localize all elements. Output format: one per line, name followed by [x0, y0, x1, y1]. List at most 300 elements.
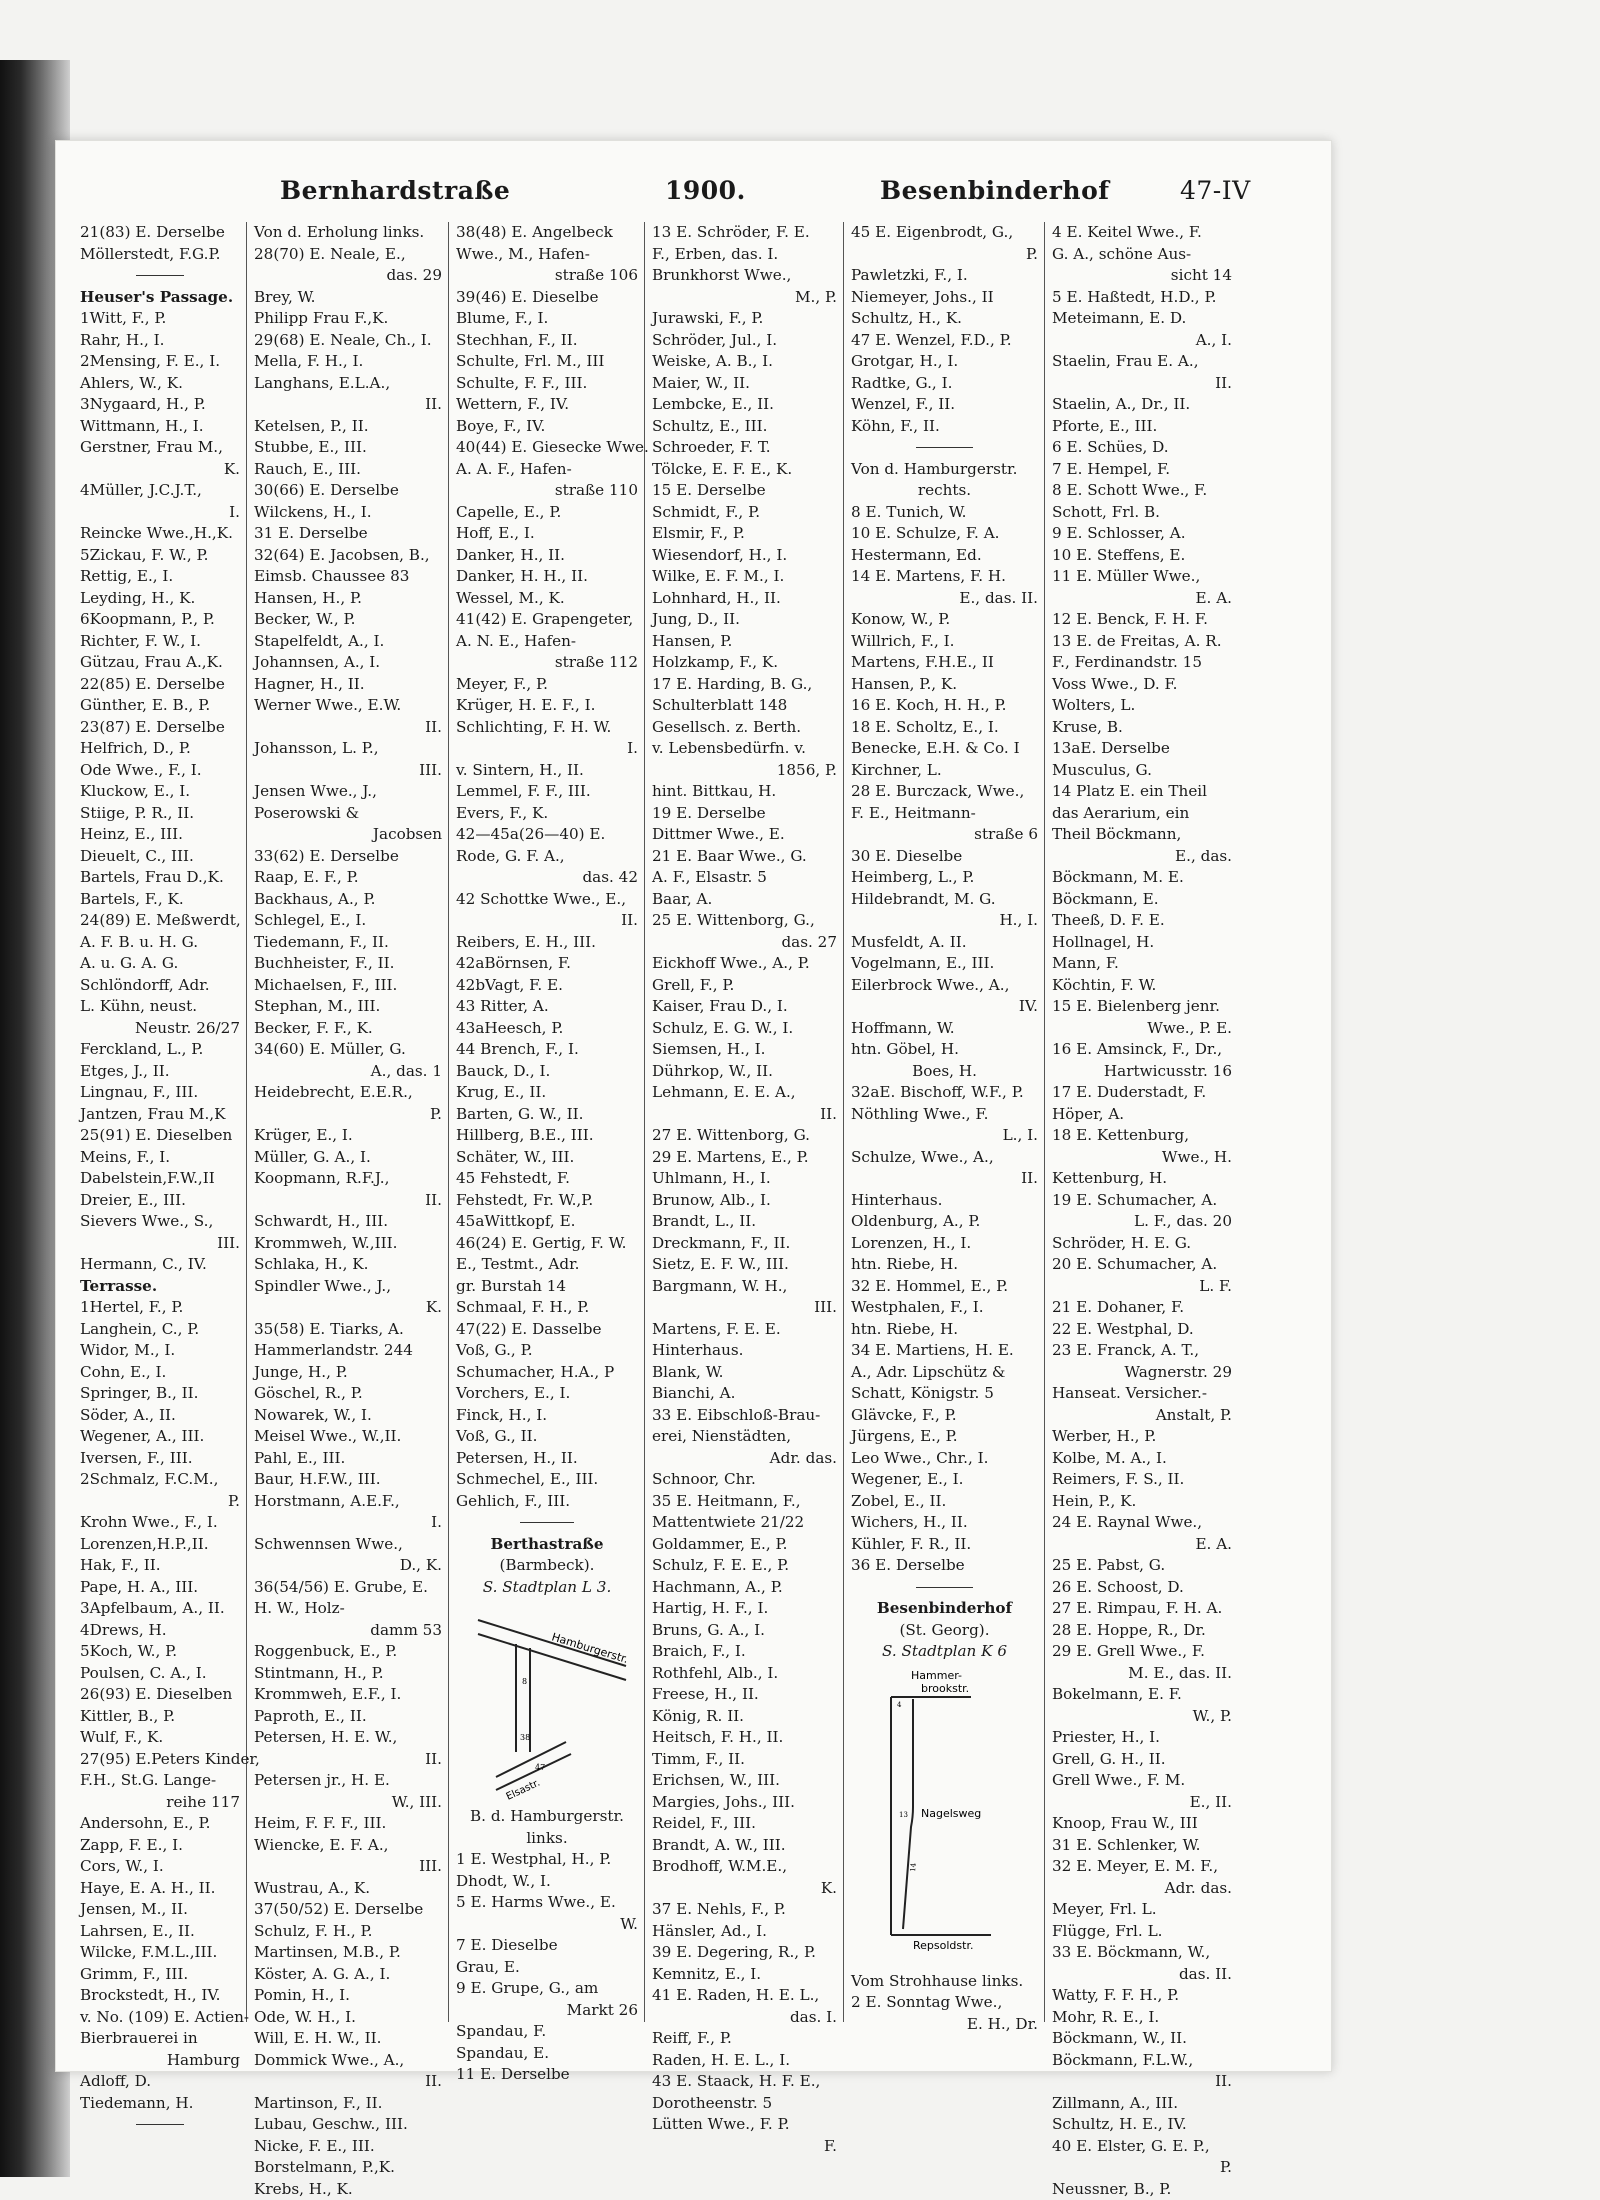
map-number-13: 13	[899, 1811, 908, 1819]
directory-entry: 42aBörnsen, F.	[456, 953, 638, 975]
directory-entry: Bierbrauerei in	[80, 2028, 240, 2050]
directory-entry: Böckmann, M. E.	[1052, 867, 1232, 889]
directory-entry: Söder, A., II.	[80, 1405, 240, 1427]
directory-entry: Wessel, M., K.	[456, 588, 638, 610]
directory-entry: Grell, G. H., II.	[1052, 1749, 1232, 1771]
directory-entry: Schäter, W., III.	[456, 1147, 638, 1169]
directory-entry: II.	[1052, 2071, 1232, 2093]
directory-entry: Meins, F., I.	[80, 1147, 240, 1169]
directory-entry: Haye, E. A. H., II.	[80, 1878, 240, 1900]
directory-entry: Brodhoff, W.M.E.,	[652, 1856, 837, 1878]
directory-entry: Mohr, R. E., I.	[1052, 2007, 1232, 2029]
directory-entry: Meyer, Frl. L.	[1052, 1899, 1232, 1921]
directory-entry: Danker, H. H., II.	[456, 566, 638, 588]
map-number-47: 47	[535, 1763, 545, 1772]
directory-entry: Bokelmann, E. F.	[1052, 1684, 1232, 1706]
directory-entry: Priester, H., I.	[1052, 1727, 1232, 1749]
directory-entry: E. A.	[1052, 588, 1232, 610]
directory-entry: Langhein, C., P.	[80, 1319, 240, 1341]
directory-entry: Adloff, D.	[80, 2071, 240, 2093]
directory-entry: Wilke, E. F. M., I.	[652, 566, 837, 588]
directory-entry: P.	[1052, 2157, 1232, 2179]
directory-entry: Voss Wwe., D. F.	[1052, 674, 1232, 696]
map-label-hamburgerstr: Hamburgerstr.	[550, 1630, 630, 1666]
directory-entry: Zillmann, A., III.	[1052, 2093, 1232, 2115]
directory-entry: Zobel, E., II.	[851, 1491, 1038, 1513]
directory-entry: Schumacher, H.A., P	[456, 1362, 638, 1384]
directory-entry: Musfeldt, A. II.	[851, 932, 1038, 954]
directory-entry: Brunkhorst Wwe.,	[652, 265, 837, 287]
directory-entry: 17 E. Harding, B. G.,	[652, 674, 837, 696]
directory-entry: Reiff, F., P.	[652, 2028, 837, 2050]
directory-entry: K.	[652, 1878, 837, 1900]
directory-entry: Evers, F., K.	[456, 803, 638, 825]
directory-entry: Mella, F. H., I.	[254, 351, 442, 373]
directory-entry: 6 E. Schües, D.	[1052, 437, 1232, 459]
directory-entry: Weiske, A. B., I.	[652, 351, 837, 373]
directory-entry: 4Drews, H.	[80, 1620, 240, 1642]
directory-entry: Günther, E. B., P.	[80, 695, 240, 717]
directory-entry: Brandt, A. W., III.	[652, 1835, 837, 1857]
directory-entry: 15 E. Bielenberg jenr.	[1052, 996, 1232, 1018]
directory-entry: Wagnerstr. 29	[1052, 1362, 1232, 1384]
directory-entry: 41 E. Raden, H. E. L.,	[652, 1985, 837, 2007]
directory-entry: Adr. das.	[652, 1448, 837, 1470]
directory-entry: III.	[652, 1297, 837, 1319]
directory-entry: Jacobsen	[254, 824, 442, 846]
directory-entry: v. Sintern, H., II.	[456, 760, 638, 782]
directory-entry: straße 6	[851, 824, 1038, 846]
directory-entry: Spandau, E.	[456, 2043, 638, 2065]
directory-entry: Langhans, E.L.A.,	[254, 373, 442, 395]
directory-entry: Brunow, Alb., I.	[652, 1190, 837, 1212]
directory-entry: D., K.	[254, 1555, 442, 1577]
section-rule	[851, 1577, 1038, 1599]
directory-entry: 32 E. Hommel, E., P.	[851, 1276, 1038, 1298]
directory-entry: II.	[851, 1168, 1038, 1190]
directory-entry: Tiedemann, H.	[80, 2093, 240, 2115]
directory-entry: Eickhoff Wwe., A., P.	[652, 953, 837, 975]
directory-columns	[80, 222, 1285, 2022]
directory-entry: 36(54/56) E. Grube, E.	[254, 1577, 442, 1599]
directory-entry: E., das. II.	[851, 588, 1038, 610]
directory-entry: 29 E. Grell Wwe., F.	[1052, 1641, 1232, 1663]
directory-entry: Schmidt, F., P.	[652, 502, 837, 524]
directory-entry: P.	[80, 1491, 240, 1513]
directory-entry: Gützau, Frau A.,K.	[80, 652, 240, 674]
directory-entry: Cors, W., I.	[80, 1856, 240, 1878]
directory-entry: Hansen, P.	[652, 631, 837, 653]
directory-entry: Schwennsen Wwe.,	[254, 1534, 442, 1556]
directory-entry: Schott, Frl. B.	[1052, 502, 1232, 524]
directory-entry: II.	[254, 394, 442, 416]
directory-entry: Will, E. H. W., II.	[254, 2028, 442, 2050]
directory-entry: Petersen, H. E. W.,	[254, 1727, 442, 1749]
directory-entry: 47 E. Wenzel, F.D., P.	[851, 330, 1038, 352]
directory-entry: Dittmer Wwe., E.	[652, 824, 837, 846]
directory-entry: Dommick Wwe., A.,	[254, 2050, 442, 2072]
directory-entry: Wulf, F., K.	[80, 1727, 240, 1749]
directory-entry: 11 E. Müller Wwe.,	[1052, 566, 1232, 588]
directory-entry: Stechhan, F., II.	[456, 330, 638, 352]
directory-entry: Lubau, Geschw., III.	[254, 2114, 442, 2136]
directory-entry: Wiesendorf, H., I.	[652, 545, 837, 567]
directory-entry: 31 E. Derselbe	[254, 523, 442, 545]
directory-entry: Hoffmann, W.	[851, 1018, 1038, 1040]
directory-entry: 9 E. Grupe, G., am	[456, 1978, 638, 2000]
directory-entry: Ode Wwe., F., I.	[80, 760, 240, 782]
directory-entry: Lütten Wwe., F. P.	[652, 2114, 837, 2136]
street-heading: Heuser's Passage.	[80, 287, 240, 309]
directory-entry: A. u. G. A. G.	[80, 953, 240, 975]
directory-entry: Rothfehl, Alb., I.	[652, 1663, 837, 1685]
directory-entry: Blume, F., I.	[456, 308, 638, 330]
directory-entry: 34 E. Martiens, H. E.	[851, 1340, 1038, 1362]
directory-entry: 2Mensing, F. E., I.	[80, 351, 240, 373]
directory-entry: 34(60) E. Müller, G.	[254, 1039, 442, 1061]
directory-entry: Köhn, F., II.	[851, 416, 1038, 438]
directory-entry: 37(50/52) E. Derselbe	[254, 1899, 442, 1921]
directory-entry: Pawletzki, F., I.	[851, 265, 1038, 287]
directory-entry: A. F. B. u. H. G.	[80, 932, 240, 954]
directory-entry: Rauch, E., III.	[254, 459, 442, 481]
directory-entry: Braich, F., I.	[652, 1641, 837, 1663]
directory-entry: rechts.	[851, 480, 1038, 502]
directory-entry: Stephan, M., III.	[254, 996, 442, 1018]
directory-entry: Schulz, F. E. E., P.	[652, 1555, 837, 1577]
directory-entry: 1856, P.	[652, 760, 837, 782]
directory-entry: Schroeder, F. T.	[652, 437, 837, 459]
directory-entry: Reidel, F., III.	[652, 1813, 837, 1835]
directory-entry: P.	[254, 1104, 442, 1126]
directory-entry: Schlichting, F. H. W.	[456, 717, 638, 739]
directory-entry: Cohn, E., I.	[80, 1362, 240, 1384]
directory-entry: Vorchers, E., I.	[456, 1383, 638, 1405]
directory-entry: Gehlich, F., III.	[456, 1491, 638, 1513]
directory-entry: 4Müller, J.C.J.T.,	[80, 480, 240, 502]
directory-entry: Dieuelt, C., III.	[80, 846, 240, 868]
directory-entry: 9 E. Schlosser, A.	[1052, 523, 1232, 545]
directory-entry: Schatt, Königstr. 5	[851, 1383, 1038, 1405]
directory-entry: Raden, H. E. L., I.	[652, 2050, 837, 2072]
directory-entry: III.	[80, 1233, 240, 1255]
directory-entry: Baur, H.F.W., III.	[254, 1469, 442, 1491]
directory-entry: Krüger, E., I.	[254, 1125, 442, 1147]
directory-entry: Becker, W., P.	[254, 609, 442, 631]
directory-entry: S. Stadtplan K 6	[851, 1641, 1038, 1663]
directory-entry: Markt 26	[456, 2000, 638, 2022]
directory-entry: 32aE. Bischoff, W.F., P.	[851, 1082, 1038, 1104]
directory-entry: König, R. II.	[652, 1706, 837, 1728]
directory-entry: E., Testmt., Adr.	[456, 1254, 638, 1276]
directory-entry: 39(46) E. Dieselbe	[456, 287, 638, 309]
directory-entry: Wichers, H., II.	[851, 1512, 1038, 1534]
directory-entry: Poserowski &	[254, 803, 442, 825]
directory-entry: Ahlers, W., K.	[80, 373, 240, 395]
besenbinderhof-map	[851, 1667, 1041, 1967]
directory-entry: Rode, G. F. A.,	[456, 846, 638, 868]
map-number-38: 38	[520, 1733, 530, 1742]
directory-entry: Hartig, H. F., I.	[652, 1598, 837, 1620]
header-year: 1900.	[665, 176, 746, 205]
directory-entry: 45 Fehstedt, F.	[456, 1168, 638, 1190]
directory-entry: Ferckland, L., P.	[80, 1039, 240, 1061]
directory-entry: Meteimann, E. D.	[1052, 308, 1232, 330]
directory-entry: Dreier, E., III.	[80, 1190, 240, 1212]
directory-entry: 13 E. Schröder, F. E.	[652, 222, 837, 244]
directory-entry: Wilckens, H., I.	[254, 502, 442, 524]
directory-entry: I.	[80, 502, 240, 524]
directory-entry: 29 E. Martens, E., P.	[652, 1147, 837, 1169]
directory-entry: Schultz, H. E., IV.	[1052, 2114, 1232, 2136]
directory-entry: 22(85) E. Derselbe	[80, 674, 240, 696]
directory-entry: Willrich, F., I.	[851, 631, 1038, 653]
directory-entry: Hollnagel, H.	[1052, 932, 1232, 954]
directory-entry: II.	[254, 2071, 442, 2093]
header-street-left: Bernhardstraße	[280, 176, 510, 205]
directory-entry: 18 E. Scholtz, E., I.	[851, 717, 1038, 739]
directory-entry: 33(62) E. Derselbe	[254, 846, 442, 868]
directory-entry: Schulz, F. H., P.	[254, 1921, 442, 1943]
directory-entry: 1Hertel, F., P.	[80, 1297, 240, 1319]
directory-entry: 16 E. Amsinck, F., Dr.,	[1052, 1039, 1232, 1061]
directory-entry: Fehstedt, Fr. W.,P.	[456, 1190, 638, 1212]
directory-entry: B. d. Hamburgerstr.	[456, 1806, 638, 1828]
directory-entry: Zapp, F. E., I.	[80, 1835, 240, 1857]
directory-entry: Pforte, E., III.	[1052, 416, 1232, 438]
directory-entry: 8 E. Tunich, W.	[851, 502, 1038, 524]
directory-entry: 25 E. Pabst, G.	[1052, 1555, 1232, 1577]
directory-entry: Danker, H., II.	[456, 545, 638, 567]
directory-entry: Bargmann, W. H.,	[652, 1276, 837, 1298]
directory-entry: Voß, G., II.	[456, 1426, 638, 1448]
directory-entry: Baar, A.	[652, 889, 837, 911]
directory-entry: F., Ferdinandstr. 15	[1052, 652, 1232, 674]
directory-entry: Reibers, E. H., III.	[456, 932, 638, 954]
directory-entry: Heitsch, F. H., II.	[652, 1727, 837, 1749]
directory-entry: Grell, F., P.	[652, 975, 837, 997]
directory-entry: Schulterblatt 148	[652, 695, 837, 717]
directory-entry: Lohnhard, H., II.	[652, 588, 837, 610]
directory-entry: Krüger, H. E. F., I.	[456, 695, 638, 717]
directory-entry: 33 E. Eibschloß-Brau-	[652, 1405, 837, 1427]
directory-entry: Adr. das.	[1052, 1878, 1232, 1900]
directory-entry: M. E., das. II.	[1052, 1663, 1232, 1685]
directory-entry: Petersen, H., II.	[456, 1448, 638, 1470]
directory-entry: htn. Riebe, H.	[851, 1319, 1038, 1341]
directory-entry: Wegener, A., III.	[80, 1426, 240, 1448]
directory-entry: Krug, E., II.	[456, 1082, 638, 1104]
directory-entry: 20 E. Schumacher, A.	[1052, 1254, 1232, 1276]
directory-entry: A., das. 1	[254, 1061, 442, 1083]
directory-entry: links.	[456, 1828, 638, 1850]
directory-entry: Watty, F. F. H., P.	[1052, 1985, 1232, 2007]
directory-entry: III.	[254, 760, 442, 782]
directory-entry: II.	[254, 1749, 442, 1771]
directory-entry: 45aWittkopf, E.	[456, 1211, 638, 1233]
directory-entry: 19 E. Schumacher, A.	[1052, 1190, 1232, 1212]
directory-column-2	[254, 222, 449, 2022]
directory-entry: S. Stadtplan L 3.	[456, 1577, 638, 1599]
directory-entry: Johansson, L. P.,	[254, 738, 442, 760]
directory-entry: 28 E. Burczack, Wwe.,	[851, 781, 1038, 803]
directory-entry: Eimsb. Chaussee 83	[254, 566, 442, 588]
directory-entry: 35 E. Heitmann, F.,	[652, 1491, 837, 1513]
directory-entry: 3Nygaard, H., P.	[80, 394, 240, 416]
directory-entry: Benecke, E.H. & Co. I	[851, 738, 1038, 760]
directory-entry: Roggenbuck, E., P.	[254, 1641, 442, 1663]
directory-entry: I.	[254, 1512, 442, 1534]
directory-entry: Schmechel, E., III.	[456, 1469, 638, 1491]
directory-entry: W.	[456, 1914, 638, 1936]
directory-entry: Brandt, L., II.	[652, 1211, 837, 1233]
directory-entry: E. A.	[1052, 1534, 1232, 1556]
directory-entry: 1 E. Westphal, H., P.	[456, 1849, 638, 1871]
directory-entry: H., I.	[851, 910, 1038, 932]
directory-entry: Wwe., P. E.	[1052, 1018, 1232, 1040]
directory-entry: Sietz, E. F. W., III.	[652, 1254, 837, 1276]
directory-entry: 16 E. Koch, H. H., P.	[851, 695, 1038, 717]
directory-entry: E. H., Dr.	[851, 2014, 1038, 2036]
directory-entry: Leo Wwe., Chr., I.	[851, 1448, 1038, 1470]
directory-entry: 40 E. Elster, G. E. P.,	[1052, 2136, 1232, 2158]
directory-entry: Schlaka, H., K.	[254, 1254, 442, 1276]
directory-entry: A., Adr. Lipschütz &	[851, 1362, 1038, 1384]
directory-entry: 2 E. Sonntag Wwe.,	[851, 1992, 1038, 2014]
directory-column-3	[456, 222, 645, 2022]
directory-entry: Schulz, E. G. W., I.	[652, 1018, 837, 1040]
directory-entry: Grotgar, H., I.	[851, 351, 1038, 373]
directory-entry: Kittler, B., P.	[80, 1706, 240, 1728]
directory-entry: Theil Böckmann,	[1052, 824, 1232, 846]
directory-entry: Siemsen, H., I.	[652, 1039, 837, 1061]
directory-entry: 41(42) E. Grapengeter,	[456, 609, 638, 631]
directory-entry: Capelle, E., P.	[456, 502, 638, 524]
directory-entry: 43 Ritter, A.	[456, 996, 638, 1018]
directory-column-1	[80, 222, 247, 2022]
directory-entry: Borstelmann, P.,K.	[254, 2157, 442, 2179]
directory-entry: straße 112	[456, 652, 638, 674]
directory-entry: Möllerstedt, F.G.P.	[80, 244, 240, 266]
directory-entry: E., II.	[1052, 1792, 1232, 1814]
directory-entry: II.	[652, 1104, 837, 1126]
directory-entry: Blank, W.	[652, 1362, 837, 1384]
directory-entry: II.	[254, 1190, 442, 1212]
directory-entry: Nicke, F. E., III.	[254, 2136, 442, 2158]
directory-entry: Lemmel, F. F., III.	[456, 781, 638, 803]
section-rule	[456, 1512, 638, 1534]
directory-entry: Sievers Wwe., S.,	[80, 1211, 240, 1233]
directory-entry: Bianchi, A.	[652, 1383, 837, 1405]
directory-entry: 38(48) E. Angelbeck	[456, 222, 638, 244]
directory-entry: Wettern, F., IV.	[456, 394, 638, 416]
directory-entry: Nöthling Wwe., F.	[851, 1104, 1038, 1126]
directory-entry: Schröder, H. E. G.	[1052, 1233, 1232, 1255]
page-header	[280, 176, 1280, 216]
directory-entry: Krebs, H., K.	[254, 2179, 442, 2200]
directory-entry: Kluckow, E., I.	[80, 781, 240, 803]
directory-entry: Finck, H., I.	[456, 1405, 638, 1427]
directory-entry: Oldenburg, A., P.	[851, 1211, 1038, 1233]
directory-entry: Jung, D., II.	[652, 609, 837, 631]
map-number-8: 8	[522, 1677, 527, 1686]
directory-entry: Heidebrecht, E.E.R.,	[254, 1082, 442, 1104]
directory-entry: Holzkamp, F., K.	[652, 652, 837, 674]
directory-entry: gr. Burstah 14	[456, 1276, 638, 1298]
directory-entry: 22 E. Westphal, D.	[1052, 1319, 1232, 1341]
directory-entry: Jurawski, F., P.	[652, 308, 837, 330]
directory-entry: Pomin, H., I.	[254, 1985, 442, 2007]
directory-entry: I.	[456, 738, 638, 760]
directory-entry: Voß, G., P.	[456, 1340, 638, 1362]
directory-entry: W., III.	[254, 1792, 442, 1814]
directory-entry: Hinterhaus.	[652, 1340, 837, 1362]
directory-entry: 24 E. Raynal Wwe.,	[1052, 1512, 1232, 1534]
directory-entry: Gerstner, Frau M.,	[80, 437, 240, 459]
directory-entry: 13 E. de Freitas, A. R.	[1052, 631, 1232, 653]
directory-entry: Wittmann, H., I.	[80, 416, 240, 438]
directory-entry: Boes, H.	[851, 1061, 1038, 1083]
directory-entry: Schwardt, H., III.	[254, 1211, 442, 1233]
directory-entry: Böckmann, W., II.	[1052, 2028, 1232, 2050]
directory-entry: Müller, G. A., I.	[254, 1147, 442, 1169]
street-heading: Berthastraße	[456, 1534, 638, 1556]
directory-entry: Grell Wwe., F. M.	[1052, 1770, 1232, 1792]
directory-column-6	[1052, 222, 1238, 2022]
map-number-4: 4	[897, 1701, 902, 1709]
directory-entry: W., P.	[1052, 1706, 1232, 1728]
directory-entry: 46(24) E. Gertig, F. W.	[456, 1233, 638, 1255]
directory-entry: Jensen, M., II.	[80, 1899, 240, 1921]
directory-entry: v. No. (109) E. Actien-	[80, 2007, 240, 2029]
directory-entry: 42—45a(26—40) E.	[456, 824, 638, 846]
directory-entry: 23(87) E. Derselbe	[80, 717, 240, 739]
directory-entry: II.	[254, 717, 442, 739]
directory-entry: Schmaal, F. H., P.	[456, 1297, 638, 1319]
directory-entry: Wwe., H.	[1052, 1147, 1232, 1169]
directory-entry: 32 E. Meyer, E. M. F.,	[1052, 1856, 1232, 1878]
directory-entry: 28 E. Hoppe, R., Dr.	[1052, 1620, 1232, 1642]
directory-entry: Dorotheenstr. 5	[652, 2093, 837, 2115]
directory-entry: F.	[652, 2136, 837, 2158]
directory-entry: Gesellsch. z. Berth.	[652, 717, 837, 739]
directory-entry: 42 Schottke Wwe., E.,	[456, 889, 638, 911]
directory-entry: Richter, F. W., I.	[80, 631, 240, 653]
directory-entry: Meyer, F., P.	[456, 674, 638, 696]
directory-entry: L. F.	[1052, 1276, 1232, 1298]
directory-entry: das. II.	[1052, 1964, 1232, 1986]
directory-entry: Hartwicusstr. 16	[1052, 1061, 1232, 1083]
directory-entry: 24(89) E. Meßwerdt,	[80, 910, 240, 932]
directory-entry: Hoff, E., I.	[456, 523, 638, 545]
directory-entry: Neussner, B., P.	[1052, 2179, 1232, 2200]
directory-entry: Wwe., M., Hafen-	[456, 244, 638, 266]
directory-entry: Rettig, E., I.	[80, 566, 240, 588]
directory-entry: 12 E. Benck, F. H. F.	[1052, 609, 1232, 631]
directory-entry: Junge, H., P.	[254, 1362, 442, 1384]
map-label-hammerbrookstr-a: Hammer-	[911, 1669, 962, 1682]
directory-entry: Widor, M., I.	[80, 1340, 240, 1362]
directory-entry: Springer, B., II.	[80, 1383, 240, 1405]
directory-entry: Hillberg, B.E., III.	[456, 1125, 638, 1147]
directory-column-5	[851, 222, 1045, 2022]
directory-entry: IV.	[851, 996, 1038, 1018]
directory-entry: 19 E. Derselbe	[652, 803, 837, 825]
directory-entry: 10 E. Steffens, E.	[1052, 545, 1232, 567]
directory-entry: Hestermann, Ed.	[851, 545, 1038, 567]
directory-entry: 17 E. Duderstadt, F.	[1052, 1082, 1232, 1104]
directory-entry: 30 E. Dieselbe	[851, 846, 1038, 868]
